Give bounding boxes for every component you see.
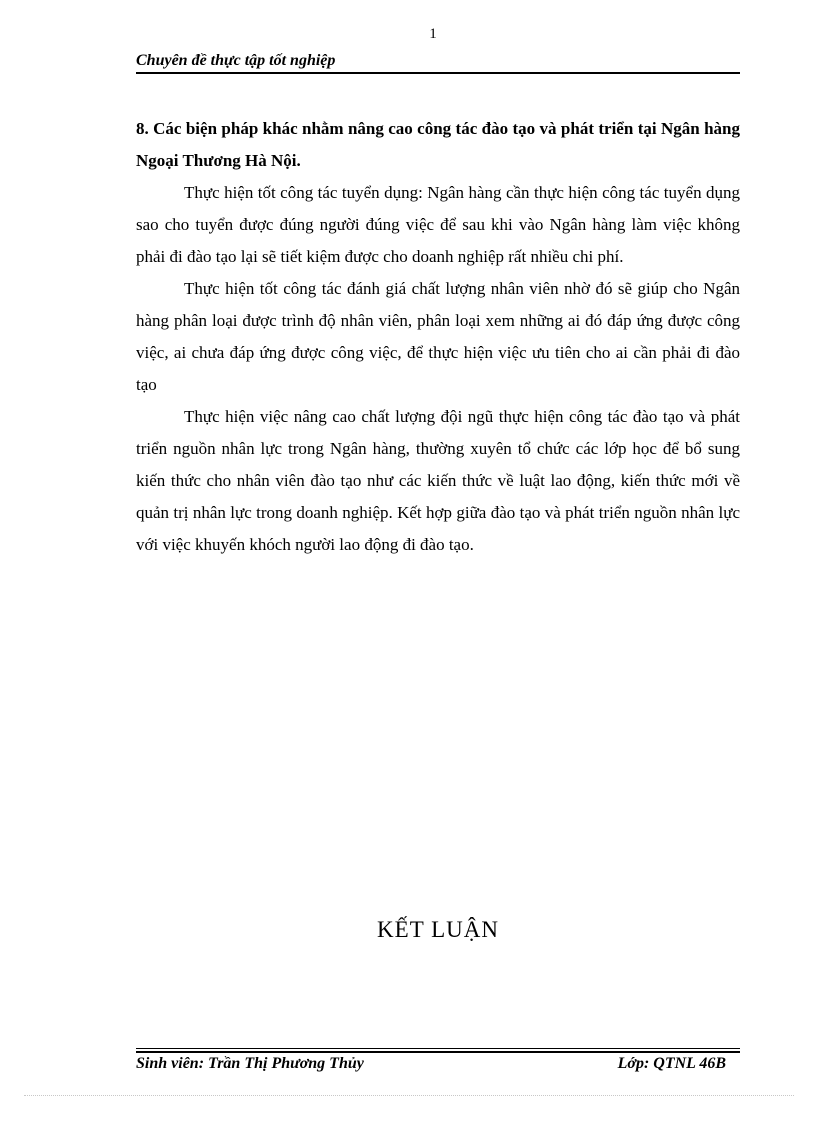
running-header xyxy=(136,50,740,74)
footer-rule-thick xyxy=(136,1051,740,1053)
paragraph-trainer-quality: Thực hiện việc nâng cao chất lượng đội ngũ thực hiện công tác đào tạo và phát triển nguồn nhân lực trong Ngân hàng, thường xuyên tổ chức các lớp học để bổ sung kiến thức cho nhân viên đào tạo như các kiến thức về luật lao động, kiến thức mới về quản trị nhân lực trong doanh nghiệp. Kết hợp giữa đào tạo và phát triển nguồn nhân lực với việc khuyến khóch người lao động đi đào tạo. xyxy=(136,407,740,554)
header-title: Chuyên đề thực tập tốt nghiệp xyxy=(136,52,336,69)
conclusion-heading: KẾT LUẬN xyxy=(377,917,499,942)
footer-rule xyxy=(136,1048,740,1049)
running-footer xyxy=(136,1055,740,1077)
paragraph-recruitment: Thực hiện tốt công tác tuyển dụng: Ngân hàng cần thực hiện công tác tuyển dụng sao cho tuyển được đúng người đúng việc để sau khi vào Ngân hàng làm việc không phải đi đào tạo lại sẽ tiết kiệm được cho doanh nghiệp rất nhiều chi phí. xyxy=(136,183,740,266)
section-heading: 8. Các biện pháp khác nhằm nâng cao công tác đào tạo và phát triển tại Ngân hàng Ngoại Thương Hà Nội. xyxy=(136,119,740,170)
footer-class: Lớp: QTNL 46B xyxy=(617,1055,726,1072)
page-edge-divider xyxy=(24,1095,794,1096)
paragraph-evaluation: Thực hiện tốt công tác đánh giá chất lượng nhân viên nhờ đó sẽ giúp cho Ngân hàng phân loại được trình độ nhân viên, phân loại xem những ai đó đáp ứng được công việc, ai chưa đáp ứng được công việc, để thực hiện việc ưu tiên cho ai cần phải đi đào tạo xyxy=(136,279,740,394)
footer-student: Sinh viên: Trần Thị Phương Thủy xyxy=(136,1055,364,1072)
main-content xyxy=(136,113,740,561)
page-number: 1 xyxy=(429,26,437,42)
